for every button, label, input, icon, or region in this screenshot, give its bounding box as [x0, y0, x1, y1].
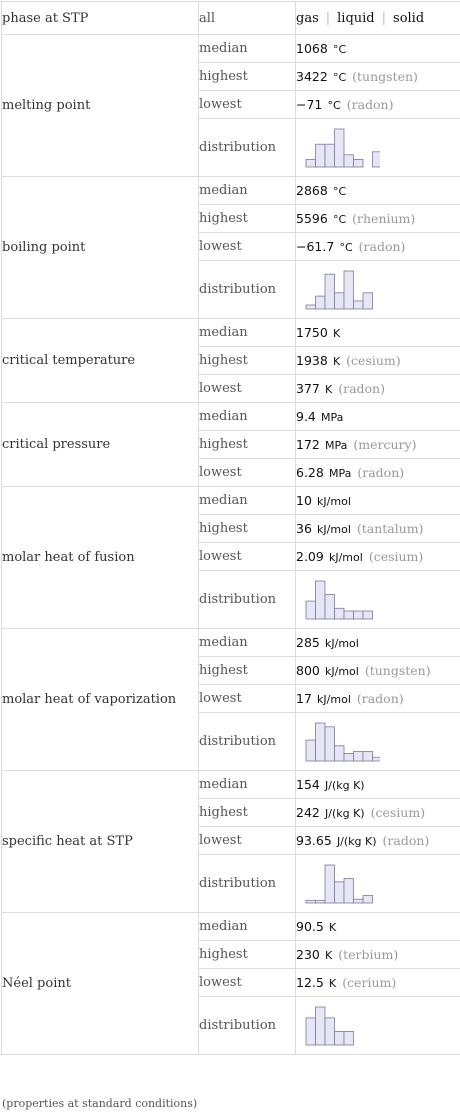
stat-label: lowest	[199, 969, 296, 997]
stat-row	[2, 487, 460, 515]
histogram-bar	[344, 1031, 354, 1045]
stat-value-cell	[296, 431, 460, 459]
histogram-bar	[335, 129, 345, 167]
stat-value-cell	[296, 515, 460, 543]
value-unit: MPa	[325, 438, 348, 452]
stat-label: median	[199, 487, 296, 515]
distribution-label: distribution	[199, 855, 296, 913]
stat-value-cell	[296, 205, 460, 233]
value-unit: °C	[332, 184, 347, 198]
stat-row	[2, 771, 460, 799]
histogram-bar	[335, 881, 345, 902]
stat-label: median	[199, 35, 296, 63]
distribution-histogram	[305, 127, 380, 169]
histogram-bar	[335, 608, 345, 619]
stat-value-cell	[296, 543, 460, 571]
phase-solid: solid	[393, 10, 425, 26]
value-note: (radon)	[382, 832, 430, 848]
histogram-bar	[316, 296, 326, 309]
value-unit: kJ/mol	[317, 494, 351, 508]
histogram-bar	[344, 878, 354, 902]
property-name: molar heat of vaporization	[2, 629, 199, 771]
stat-value-cell	[296, 459, 460, 487]
stat-label: median	[199, 913, 296, 941]
value-unit: °C	[332, 212, 347, 226]
stat-label: lowest	[199, 375, 296, 403]
histogram-bar	[344, 753, 354, 761]
stat-label: median	[199, 403, 296, 431]
value-unit: °C	[332, 42, 347, 56]
value-number: 93.65	[296, 832, 332, 848]
value-note: (radon)	[358, 238, 406, 254]
footnote: (properties at standard conditions)	[2, 1097, 198, 1110]
distribution-histogram	[305, 1005, 380, 1047]
value-note: (radon)	[357, 464, 405, 480]
value-unit: K	[325, 382, 333, 396]
stat-value-cell	[296, 913, 460, 941]
value-unit: K	[332, 354, 341, 368]
value-number: 17	[296, 690, 312, 706]
stat-value-cell	[296, 177, 460, 205]
histogram-bar	[373, 757, 381, 761]
distribution-histogram	[305, 721, 380, 763]
histogram-bar	[306, 740, 316, 761]
distribution-histogram	[305, 269, 380, 311]
histogram-bar	[325, 865, 335, 903]
value-note: (radon)	[356, 690, 404, 706]
stat-value-cell	[296, 827, 460, 855]
value-note: (cesium)	[368, 548, 424, 564]
phase-liquid: liquid	[337, 10, 375, 26]
stat-value-cell	[296, 941, 460, 969]
stat-row	[2, 403, 460, 431]
stat-value-cell	[296, 35, 460, 63]
histogram-bar	[363, 751, 373, 761]
value-unit: kJ/mol	[317, 692, 351, 706]
value-unit: J/(kg K)	[325, 806, 365, 820]
value-number: 2868	[296, 182, 328, 198]
distribution-cell	[296, 119, 460, 177]
histogram-bar	[344, 611, 354, 619]
stat-label: highest	[199, 63, 296, 91]
histogram-bar	[316, 723, 326, 761]
histogram-bar	[344, 154, 354, 166]
value-unit: J/(kg K)	[336, 834, 377, 848]
stat-label: highest	[199, 941, 296, 969]
property-name: specific heat at STP	[2, 771, 199, 913]
histogram-bar	[306, 159, 316, 167]
histogram-bar	[354, 611, 364, 619]
value-note: (radon)	[338, 380, 385, 396]
value-number: 10	[296, 492, 312, 508]
value-unit: °C	[339, 240, 353, 254]
value-number: 377	[296, 380, 320, 396]
value-number: 800	[296, 662, 320, 678]
stat-label: lowest	[199, 459, 296, 487]
histogram-bar	[354, 899, 364, 903]
value-unit: kJ/mol	[325, 636, 359, 650]
value-number: 9.4	[296, 408, 316, 424]
stat-value-cell	[296, 685, 460, 713]
value-note: (cesium)	[346, 352, 401, 368]
distribution-histogram	[305, 863, 380, 905]
distribution-label: distribution	[199, 261, 296, 319]
stat-label: highest	[199, 347, 296, 375]
stat-label: median	[199, 177, 296, 205]
distribution-label: distribution	[199, 571, 296, 629]
stat-label: median	[199, 629, 296, 657]
separator: |	[381, 10, 387, 26]
distribution-label: distribution	[199, 713, 296, 771]
value-unit: MPa	[321, 410, 344, 424]
value-unit: kJ/mol	[328, 550, 363, 564]
value-number: −61.7	[296, 238, 335, 254]
value-note: (cesium)	[370, 804, 426, 820]
histogram-bar	[306, 601, 316, 619]
histogram-bar	[363, 292, 373, 308]
stat-label: highest	[199, 205, 296, 233]
value-number: 90.5	[296, 918, 324, 934]
value-number: 6.28	[296, 464, 324, 480]
stat-label: highest	[199, 515, 296, 543]
histogram-bar	[354, 300, 364, 308]
stat-label: highest	[199, 799, 296, 827]
value-unit: MPa	[328, 466, 352, 480]
stat-label: median	[199, 771, 296, 799]
histogram-bar	[354, 751, 364, 761]
stat-value-cell	[296, 233, 460, 261]
value-note: (tungsten)	[364, 662, 431, 678]
stat-value-cell	[296, 969, 460, 997]
value-note: (mercury)	[353, 436, 417, 452]
stat-row	[2, 913, 460, 941]
value-unit: kJ/mol	[317, 522, 351, 536]
value-number: 12.5	[296, 974, 324, 990]
stat-value-cell	[296, 799, 460, 827]
stat-label: median	[199, 319, 296, 347]
distribution-histogram	[305, 579, 380, 621]
value-note: (cerium)	[342, 974, 397, 990]
histogram-bar	[306, 305, 316, 309]
stat-label: lowest	[199, 543, 296, 571]
value-number: 3422	[296, 68, 328, 84]
histogram-bar	[325, 1017, 335, 1044]
stat-row	[2, 35, 460, 63]
stat-row	[2, 177, 460, 205]
value-note: (terbium)	[338, 946, 399, 962]
properties-table	[1, 1, 460, 1055]
value-note: (tungsten)	[352, 68, 418, 84]
stat-row	[2, 629, 460, 657]
value-number: 1750	[296, 324, 328, 340]
stat-value-cell	[296, 403, 460, 431]
histogram-bar	[344, 271, 354, 309]
value-unit: K	[325, 948, 333, 962]
stat-value-cell	[296, 657, 460, 685]
value-number: 2.09	[296, 548, 324, 564]
value-unit: K	[328, 920, 337, 934]
histogram-bar	[306, 1017, 316, 1044]
property-name: critical pressure	[2, 403, 199, 487]
value-number: 36	[296, 520, 312, 536]
header-row	[2, 2, 460, 35]
histogram-bar	[316, 144, 326, 167]
property-name: molar heat of fusion	[2, 487, 199, 629]
histogram-bar	[325, 594, 335, 619]
value-number: 154	[296, 776, 320, 792]
histogram-bar	[306, 900, 316, 903]
stat-value-cell	[296, 319, 460, 347]
value-note: (tantalum)	[356, 520, 424, 536]
value-note: (rhenium)	[352, 210, 416, 226]
distribution-cell	[296, 571, 460, 629]
histogram-bar	[316, 1007, 326, 1045]
value-note: (radon)	[346, 96, 394, 112]
header-phase-at-stp: phase at STP	[2, 2, 199, 35]
stat-label: highest	[199, 657, 296, 685]
histogram-bar	[335, 745, 345, 760]
distribution-cell	[296, 713, 460, 771]
stat-value-cell	[296, 347, 460, 375]
distribution-cell	[296, 997, 460, 1055]
histogram-bar	[363, 611, 373, 619]
stat-value-cell	[296, 771, 460, 799]
property-name: melting point	[2, 35, 199, 177]
stat-value-cell	[296, 487, 460, 515]
value-unit: K	[328, 976, 337, 990]
phase-gas: gas	[296, 10, 319, 26]
header-all: all	[199, 2, 296, 35]
histogram-bar	[316, 900, 326, 903]
stat-value-cell	[296, 91, 460, 119]
distribution-label: distribution	[199, 997, 296, 1055]
histogram-bar	[325, 274, 335, 309]
value-number: 230	[296, 946, 320, 962]
value-unit: °C	[327, 98, 341, 112]
value-number: 285	[296, 634, 320, 650]
property-name: critical temperature	[2, 319, 199, 403]
histogram-bar	[335, 1031, 345, 1045]
distribution-label: distribution	[199, 119, 296, 177]
value-number: 1938	[296, 352, 328, 368]
stat-row	[2, 319, 460, 347]
value-number: 172	[296, 436, 320, 452]
value-number: −71	[296, 96, 323, 112]
stat-label: lowest	[199, 685, 296, 713]
stat-label: lowest	[199, 91, 296, 119]
stat-value-cell	[296, 63, 460, 91]
property-name: Néel point	[2, 913, 199, 1055]
histogram-bar	[325, 144, 335, 167]
stat-label: lowest	[199, 233, 296, 261]
histogram-bar	[363, 895, 373, 903]
separator: |	[325, 10, 331, 26]
value-unit: J/(kg K)	[325, 778, 365, 792]
value-number: 242	[296, 804, 320, 820]
histogram-bar	[316, 581, 326, 619]
property-name: boiling point	[2, 177, 199, 319]
histogram-bar	[325, 726, 335, 760]
stat-label: lowest	[199, 827, 296, 855]
value-unit: kJ/mol	[325, 664, 359, 678]
value-number: 1068	[296, 40, 328, 56]
header-phases	[296, 2, 460, 35]
distribution-cell	[296, 855, 460, 913]
histogram-bar	[335, 292, 345, 308]
stat-label: highest	[199, 431, 296, 459]
histogram-bar	[354, 159, 364, 167]
stat-value-cell	[296, 375, 460, 403]
stat-value-cell	[296, 629, 460, 657]
value-number: 5596	[296, 210, 328, 226]
value-unit: °C	[332, 70, 347, 84]
distribution-cell	[296, 261, 460, 319]
histogram-bar	[373, 151, 381, 166]
value-unit: K	[332, 326, 341, 340]
